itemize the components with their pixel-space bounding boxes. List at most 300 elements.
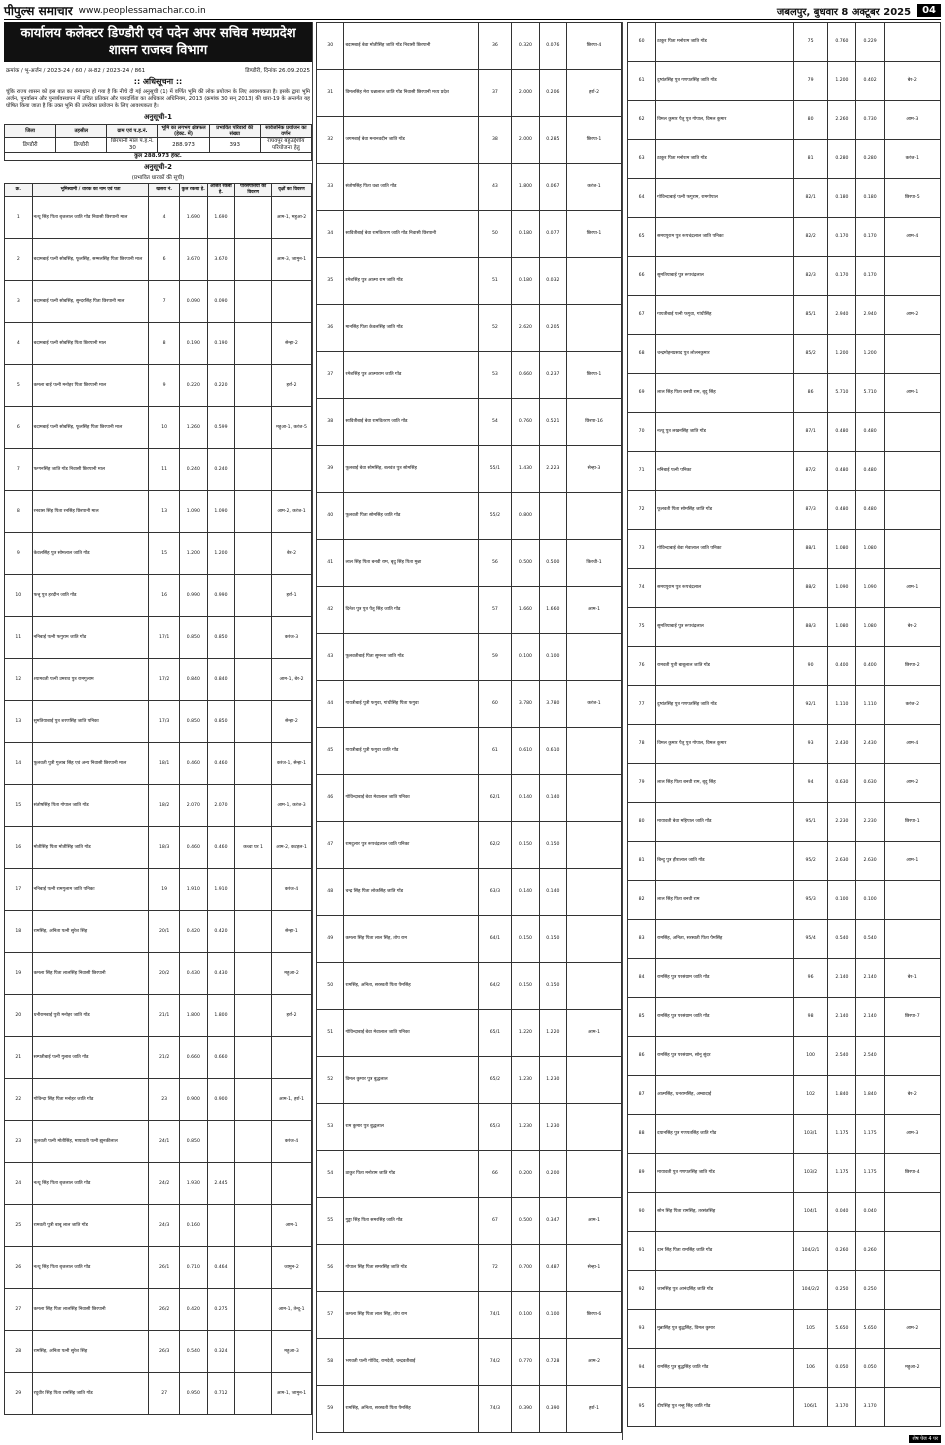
cell-total: 1.080 [828,530,856,569]
cell-trees [567,1057,622,1104]
schedule-1-header-cell: सार्वजनिक प्रयोजन का वर्णन [260,125,311,138]
cell-total: 1.200 [828,335,856,374]
cell-no: 43 [317,634,344,681]
cell-acq: 2.630 [856,842,884,881]
table-row [628,686,941,725]
cell-total: 5.710 [828,374,856,413]
cell-name: विमल कुमार पैतू पुत्र गोपाल, विमल कुमार [656,101,794,140]
cell-name: दयानसिंह पुत्र गणपतसिंह जाति गोंड [656,1115,794,1154]
cell-no: 35 [317,258,344,305]
cell-acq: 0.460 [207,827,235,869]
cell-name: बदामबाई बेवा मोतीसिंह जाति गोंड निवासी छिरपानी [344,23,478,70]
cell-no: 42 [317,587,344,634]
cell-total: 0.990 [179,575,207,617]
schedule-2-header-cell: भूमिस्वामी / धारक का नाम एवं पता [32,184,149,197]
cell-no: 23 [5,1121,33,1163]
cell-total: 1.230 [512,1057,539,1104]
cell-no: 47 [317,822,344,869]
table-row [317,1386,622,1433]
column-3 [627,22,941,1440]
table-row [317,352,622,399]
cell-name: ठाकुर पिता मनोराम जाति गोंड [344,1151,478,1198]
cell-trees: आम-2, कटहल-1 [272,827,312,869]
table-row [5,1205,312,1247]
cell-total: 0.180 [512,258,539,305]
cell-total: 2.430 [828,725,856,764]
cell-name: गोविन्दाबाई बेवा मेवालाल जाति पनिका [656,530,794,569]
cell-trees: छिरपा-1 [567,117,622,164]
cell-no: 38 [317,399,344,446]
cell-no: 34 [317,211,344,258]
cell-khasra: 55/2 [478,493,512,540]
cell-name: सुमतियाबाई पुत्र रूपचंद्रलाल [656,608,794,647]
cell-khasra: 90 [793,647,827,686]
cell-khasra: 11 [149,449,180,491]
cell-trees: छिरपा-1 [567,352,622,399]
cell-trees: बेर-2 [884,62,940,101]
cell-trees [272,449,312,491]
cell-asset [235,743,272,785]
cell-acq: 0.100 [856,881,884,920]
cell-acq: 2.070 [207,785,235,827]
table-row [628,218,941,257]
cell-no: 89 [628,1154,656,1193]
cell-acq: 0.260 [856,1232,884,1271]
cell-total: 2.070 [179,785,207,827]
cell-khasra: 24/3 [149,1205,180,1247]
cell-name: कमला सिंह पिता लालसिंह निवासी छिरपानी [32,1289,149,1331]
cell-khasra: 75 [793,23,827,62]
table-row [628,374,941,413]
cell-trees: करंज-3 [272,617,312,659]
cell-trees: आम-2 [884,1310,940,1349]
cell-no: 36 [317,305,344,352]
cell-total: 0.150 [512,822,539,869]
cell-trees: आम-3 [884,101,940,140]
cell-acq: 1.910 [207,869,235,911]
cell-total: 3.670 [179,239,207,281]
cell-total: 1.200 [179,533,207,575]
cell-acq [539,493,566,540]
cell-asset [235,1247,272,1289]
cell-no: 48 [317,869,344,916]
cell-name: फूलवती पिता सोमसिंह जाति गोंड [344,493,478,540]
table-row [5,239,312,281]
cell-total: 1.090 [828,569,856,608]
cell-khasra: 60 [478,681,512,728]
cell-khasra: 54 [478,399,512,446]
table-row [317,446,622,493]
cell-trees: आम-4 [884,218,940,257]
cell-no: 2 [5,239,33,281]
cell-acq: 0.521 [539,399,566,446]
cell-asset [235,911,272,953]
cell-khasra: 63/3 [478,869,512,916]
cell-no: 20 [5,995,33,1037]
cell-name: मुन्नासिंह पुत्र बुद्धसिंह, विमल कुमार [656,1310,794,1349]
cell-no: 71 [628,452,656,491]
table-row [317,305,622,352]
cell-khasra: 103/2 [793,1154,827,1193]
cell-total: 0.800 [512,493,539,540]
cell-no: 10 [5,575,33,617]
cell-total: 1.220 [512,1010,539,1057]
cell-trees [884,1232,940,1271]
cell-khasra: 96 [793,959,827,998]
table-row [5,701,312,743]
cell-name: विमल कुमार पुत्र बुद्धलाल [344,1057,478,1104]
table-row [628,530,941,569]
cell-name: जानसिंह पुत्र आनंदसिंह जाति गोंड [656,1271,794,1310]
cell-asset [235,1331,272,1373]
table-row [317,963,622,1010]
cell-khasra: 102 [793,1076,827,1115]
cell-no: 5 [5,365,33,407]
cell-acq: 0.240 [207,449,235,491]
table-row [5,659,312,701]
cell-trees [567,305,622,352]
cell-no: 77 [628,686,656,725]
cell-name: नत्थू पुत्र लखनसिंह जाति गोंड [656,413,794,452]
cell-trees [884,1388,940,1427]
cell-khasra: 95/1 [793,803,827,842]
cell-name: बिन्दु पुत्र हीरालाल जाति गोंड [656,842,794,881]
cell-total: 0.500 [512,540,539,587]
newspaper-brand: पीपुल्स समाचार [4,4,73,18]
cell-acq: 1.080 [856,530,884,569]
cell-khasra: 74/2 [478,1339,512,1386]
cell-total: 1.800 [179,995,207,1037]
cell-acq: 0.250 [856,1271,884,1310]
table-row [628,101,941,140]
table-row [317,681,622,728]
cell-name: गोविन्दाबाई बेवा मेवालाल जाति पनिका [344,775,478,822]
cell-acq: 2.140 [856,998,884,1037]
cell-name: बदामबाई पत्नी सोबसिंह, फूलसिंह पिता छिरपानी माल [32,407,149,449]
cell-name: ननिबाई पत्नी पनिका [656,452,794,491]
cell-acq: 0.430 [207,953,235,995]
cell-name: चन्द्र सिंह पिता लोकसिंह जाति गोंड [344,869,478,916]
table-row [628,881,941,920]
cell-trees: आम-1, बेर-2 [272,659,312,701]
schedule-2-table-col2 [316,22,622,1433]
cell-asset [235,533,272,575]
cell-name: मोतीसिंह पिता मोतीसिंह जाति गोंड [32,827,149,869]
table-row [5,953,312,995]
table-row [5,575,312,617]
cell-trees: आम-2 [884,296,940,335]
cell-khasra: 8 [149,323,180,365]
cell-total: 0.140 [512,775,539,822]
cell-khasra: 87/2 [793,452,827,491]
cell-acq: 0.275 [207,1289,235,1331]
table-row [317,634,622,681]
cell-name: बदामबाई पत्नी सोबसिंह पिता छिरपानी माल [32,323,149,365]
cell-total: 2.260 [828,101,856,140]
cell-asset [235,197,272,239]
table-row [628,23,941,62]
table-row [628,1310,941,1349]
cell-khasra: 20/2 [149,953,180,995]
cell-acq: 0.100 [539,634,566,681]
cell-trees: आम-1 [884,569,940,608]
cell-khasra: 13 [149,491,180,533]
cell-name: गोविन्दा सिंह पिता मनोहर जाति गोंड [32,1079,149,1121]
cell-trees [567,258,622,305]
cell-total: 0.040 [828,1193,856,1232]
cell-no: 74 [628,569,656,608]
cell-asset [235,323,272,365]
table-row [317,1245,622,1292]
cell-acq: 0.285 [539,117,566,164]
cell-acq: 0.500 [539,540,566,587]
cell-total: 0.430 [179,953,207,995]
cell-name: चन्द्रमोहनप्रसाद पुत्र लोलनकुमार [656,335,794,374]
cell-total: 0.100 [512,1292,539,1339]
schedule-2-title: अनुसूची-2 [144,163,172,171]
cell-khasra: 9 [149,365,180,407]
table-row [628,257,941,296]
cell-acq: 1.110 [856,686,884,725]
cell-total: 0.420 [179,1289,207,1331]
cell-trees [884,413,940,452]
table-row [628,920,941,959]
cell-khasra: 62/2 [478,822,512,869]
cell-trees: हर्रा-2 [272,995,312,1037]
schedule-2-table-col3 [627,22,941,1427]
cell-total: 0.850 [179,701,207,743]
table-row [317,540,622,587]
cell-name: गायत्रीबाई पत्नी फगुवा, गांधीसिंह [656,296,794,335]
cell-no: 31 [317,70,344,117]
cell-no: 51 [317,1010,344,1057]
cell-total: 0.260 [828,1232,856,1271]
table-row [628,803,941,842]
schedule-1-cell: छिरपानी माल प.ह.नं. 30 [107,138,158,153]
cell-asset [235,365,272,407]
cell-name: विमल कुमार पैतू पुत्र गोपाल, विमल कुमार [656,725,794,764]
cell-khasra: 81 [793,140,827,179]
cell-trees [567,728,622,775]
cell-no: 82 [628,881,656,920]
cell-trees [567,634,622,681]
cell-trees: आम-1, तेन्दू-1 [272,1289,312,1331]
cell-khasra: 18/1 [149,743,180,785]
cell-total: 0.220 [179,365,207,407]
cell-name: फूलवती पुत्री गुलाब सिंह एवं अन्य निवासी छिरपानी माल [32,743,149,785]
page-number: 04 [917,4,941,17]
cell-trees: हर्रा-2 [272,365,312,407]
cell-no: 55 [317,1198,344,1245]
cell-no: 86 [628,1037,656,1076]
cell-khasra: 65/2 [478,1057,512,1104]
table-row [5,1121,312,1163]
cell-khasra: 21/1 [149,995,180,1037]
cell-acq: 0.487 [539,1245,566,1292]
cell-no: 44 [317,681,344,728]
cell-khasra: 88/3 [793,608,827,647]
cell-total: 0.850 [179,1121,207,1163]
cell-total: 0.400 [828,647,856,686]
table-row [5,323,312,365]
cell-no: 3 [5,281,33,323]
cell-no: 45 [317,728,344,775]
cell-khasra: 65/3 [478,1104,512,1151]
table-row [317,399,622,446]
cell-no: 16 [5,827,33,869]
reference-line [6,66,310,74]
table-row [628,569,941,608]
cell-khasra: 87/3 [793,491,827,530]
cell-total: 1.200 [828,62,856,101]
cell-total: 0.760 [512,399,539,446]
cell-name: ठाकुर पिता मनोराम जाति गोंड [656,140,794,179]
table-row [628,1076,941,1115]
table-row [5,911,312,953]
cell-khasra: 105 [793,1310,827,1349]
cell-total: 2.630 [828,842,856,881]
cell-no: 80 [628,803,656,842]
cell-trees: करंज-1 [567,681,622,728]
cell-acq: 0.630 [856,764,884,803]
cell-acq: 0.840 [207,659,235,701]
cell-no: 84 [628,959,656,998]
cell-acq: 0.140 [539,775,566,822]
cell-trees: हर्रा-1 [567,1386,622,1433]
cell-trees: आम-2 [884,764,940,803]
cell-acq: 0.480 [856,413,884,452]
cell-acq: 0.190 [207,323,235,365]
cell-acq: 0.032 [539,258,566,305]
cell-acq: 2.430 [856,725,884,764]
table-row [5,827,312,869]
cell-trees [884,23,940,62]
cell-name: रघुवीर सिंह पिता रामसिंह जाति गोंड [32,1373,149,1415]
cell-acq: 1.090 [207,491,235,533]
cell-total: 0.180 [828,179,856,218]
cell-name: लाल सिंह पिता बनवी राम, बृदु सिंह [656,764,794,803]
cell-name: गायत्रीबाई पुत्री फगुवा, गांधीसिंह पिता फगुवा [344,681,478,728]
cell-acq: 0.324 [207,1331,235,1373]
cell-acq: 3.670 [207,239,235,281]
cell-name: नत्थू सिंह पिता बृजलाल जाति गोंड [32,1163,149,1205]
cell-khasra: 82/2 [793,218,827,257]
cell-no: 13 [5,701,33,743]
table-row [317,869,622,916]
cell-total: 0.190 [179,323,207,365]
cell-name: रामवती पुत्री बाबू लाल जाति गोंड [32,1205,149,1247]
cell-khasra: 86 [793,374,827,413]
cell-no: 9 [5,533,33,575]
cell-trees: आम-1, हर्रा-1 [272,1079,312,1121]
cell-name: बदामबाई पत्नी सोबसिंह, सुन्दरसिंह पिता छिरपानी माल [32,281,149,323]
table-row [628,725,941,764]
cell-no: 95 [628,1388,656,1427]
cell-total: 0.540 [179,1331,207,1373]
notice-body: चूंकि राज्य शासन को इस बात का समाधान हो गया है कि नीचे दी गई अनुसूची (1) में वर्णित भूमि की लोक प्रयोजन के लिए आवश्यकता है। इसके द्वारा भूमि अर्जन, पुनर्वासन और पुनर्व्यवस्थापन में उचित प्रतिकर और पारदर्शिता का अधिकार अधिनियम, 2013 (क्रमांक 30 सन् 2013) की धारा-19 के अन्तर्गत यह घोषित किया जाता है कि उक्त भूमि की उपरोक्त प्रयोजन के लिए आवश्यकता है। [6,89,310,109]
cell-khasra: 52 [478,305,512,352]
cell-trees: आम-4 [884,725,940,764]
table-row [628,140,941,179]
cell-trees: बेर-2 [884,608,940,647]
cell-total: 1.110 [828,686,856,725]
cell-name: रनवास सिंह पिता रनसिंह छिरपानी माल [32,491,149,533]
cell-khasra: 66 [478,1151,512,1198]
cell-khasra: 56 [478,540,512,587]
cell-no: 12 [5,659,33,701]
cell-trees: आम-1, महुआ-2 [272,197,312,239]
cell-acq: 0.150 [539,963,566,1010]
cell-total: 1.930 [179,1163,207,1205]
cell-total: 0.480 [828,452,856,491]
cell-total: 1.660 [512,587,539,634]
cell-acq: 0.140 [539,869,566,916]
cell-acq: 0.480 [856,452,884,491]
cell-total: 1.690 [179,197,207,239]
cell-no: 33 [317,164,344,211]
schedule-1-header-cell: प्रभावित परिवारों की संख्या [209,125,260,138]
cell-total: 2.230 [828,803,856,842]
cell-acq: 0.170 [856,218,884,257]
cell-no: 14 [5,743,33,785]
cell-khasra: 53 [478,352,512,399]
cell-asset [235,1289,272,1331]
cell-no: 90 [628,1193,656,1232]
table-row [317,1057,622,1104]
cell-acq: 1.200 [856,335,884,374]
cell-trees [567,775,622,822]
cell-trees: सेन्हा-2 [272,323,312,365]
cell-khasra: 36 [478,23,512,70]
cell-acq: 0.237 [539,352,566,399]
cell-total: 1.800 [512,164,539,211]
cell-khasra: 82/1 [793,179,827,218]
cell-khasra: 17/3 [149,701,180,743]
cell-khasra: 67 [478,1198,512,1245]
cell-khasra: 80 [793,101,827,140]
cell-acq: 2.223 [539,446,566,493]
cell-acq: 0.850 [207,617,235,659]
cell-acq: 1.230 [539,1104,566,1151]
cell-trees [567,1104,622,1151]
cell-total: 3.170 [828,1388,856,1427]
cell-khasra: 106 [793,1349,827,1388]
cell-khasra: 64/2 [478,963,512,1010]
cell-acq: 5.710 [856,374,884,413]
table-row [5,1079,312,1121]
reference-number: क्रमांक / भू-अर्जन / 2023-24 / 60 / अ-82 / 2023-24 / 861 [6,68,146,74]
column-1 [4,22,313,1440]
cell-acq: 0.040 [856,1193,884,1232]
cell-no: 78 [628,725,656,764]
cell-khasra: 82/3 [793,257,827,296]
cell-name: दान सिंह पिता रामसिंह जाति गोंड [656,1232,794,1271]
table-row [5,491,312,533]
cell-asset [235,281,272,323]
cell-name: फूलवतीबाई पिता सुमन्ता जाति गोंड [344,634,478,681]
cell-khasra: 26/3 [149,1331,180,1373]
cell-total: 1.090 [179,491,207,533]
cell-no: 79 [628,764,656,803]
table-row [628,335,941,374]
cell-acq: 3.780 [539,681,566,728]
table-row [5,869,312,911]
table-row [317,211,622,258]
schedule-1-total: कुल 288.973 हेक्ट. [5,153,312,161]
cell-total: 2.940 [828,296,856,335]
table-row [317,775,622,822]
cell-total: 2.000 [512,70,539,117]
